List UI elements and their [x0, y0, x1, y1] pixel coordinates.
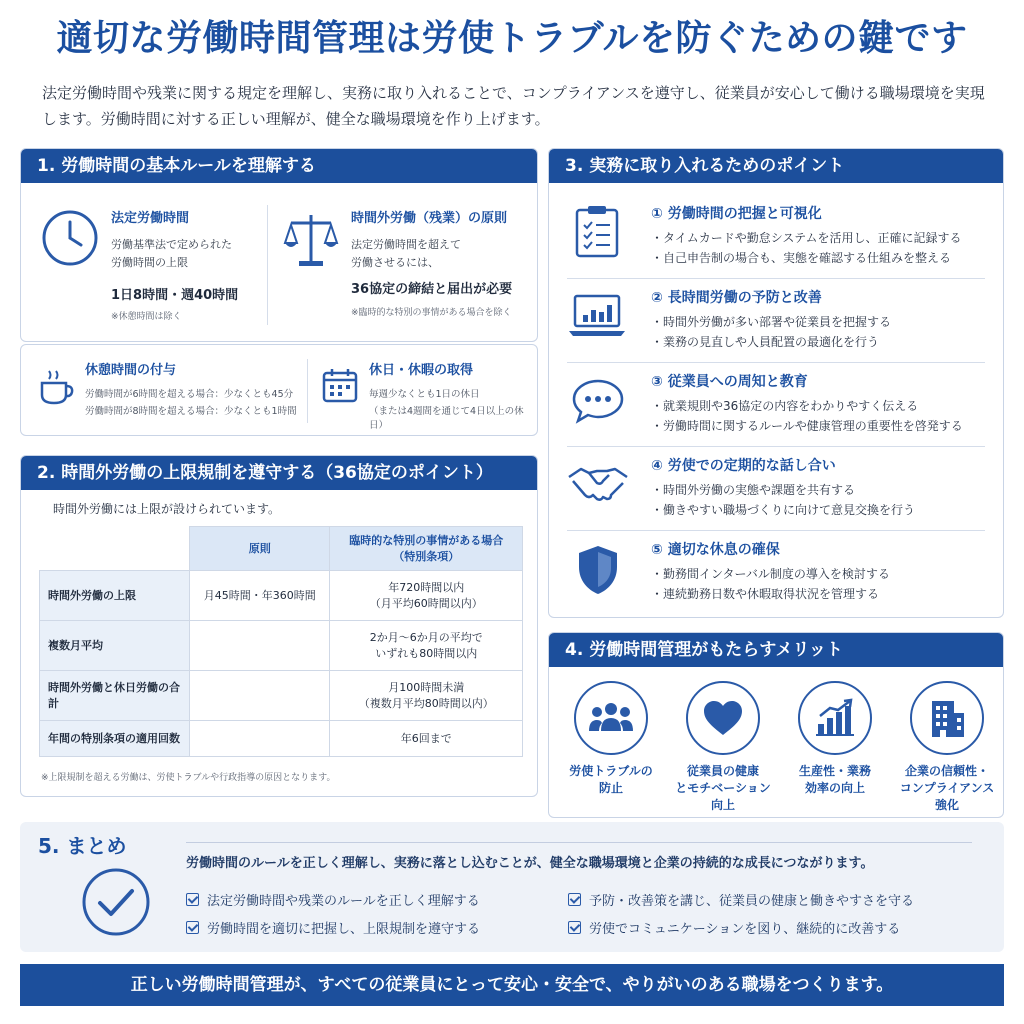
divider	[186, 842, 972, 843]
merit-label: コンプライアンス	[899, 781, 995, 795]
divider	[267, 205, 268, 325]
section-summary	[20, 822, 1004, 952]
check-label: 労働時間を適切に把握し、上限規制を遵守する	[207, 922, 481, 937]
clipboard-checklist-icon	[573, 203, 621, 263]
legal-hours-note: ※休憩時間は除く	[111, 312, 182, 322]
point-line: ・業務の見直しや人員配置の最適化を行う	[651, 335, 880, 349]
table-header-row	[40, 527, 523, 571]
calendar-icon	[321, 367, 359, 409]
people-group-icon	[574, 681, 648, 755]
table-row	[40, 721, 523, 757]
checkbox-icon	[186, 921, 199, 934]
clock-icon	[41, 209, 99, 271]
holidays-line-2: （または4週間を通じて4日以上の休日）	[369, 406, 524, 431]
check-label: 法定労働時間や残業のルールを正しく理解する	[207, 894, 480, 909]
list-item	[567, 279, 985, 363]
check-item	[186, 890, 480, 909]
legal-hours-desc-2: 労働時間の上限	[111, 256, 188, 269]
shield-icon	[575, 543, 621, 601]
merit-label: 向上	[710, 798, 735, 812]
breaks-line-1: 労働時間が6時間を超える場合：少なくとも45分	[85, 389, 294, 400]
point-title: ① 労働時間の把握と可視化	[651, 206, 822, 222]
point-line: ・時間外労働の実態や課題を共有する	[651, 483, 856, 497]
merit-label: 従業員の健康	[686, 764, 759, 778]
row-label: 複数月平均	[40, 621, 190, 671]
overtime-desc-1: 法定労働時間を超えて	[351, 238, 461, 251]
overtime-value: 36協定の締結と届出が必要	[351, 282, 513, 297]
checkbox-icon	[186, 893, 199, 906]
page-title: 適切な労働時間管理は労使トラブルを防ぐための鍵です	[56, 18, 968, 59]
holidays-line-1: 毎週少なくとも1日の休日	[369, 389, 480, 400]
list-item	[567, 531, 985, 615]
merit-label: 強化	[934, 798, 959, 812]
cell-principle: 月45時間・年360時間	[190, 571, 330, 621]
row-label: 年間の特別条項の適用回数	[40, 721, 190, 757]
table-corner	[40, 527, 190, 571]
limits-table	[39, 526, 523, 757]
cell-principle	[190, 721, 330, 757]
legal-hours-desc-1: 労働基準法で定められた	[111, 238, 232, 251]
check-item	[568, 890, 914, 909]
office-building-icon	[910, 681, 984, 755]
table-row	[40, 571, 523, 621]
cell-special: 2か月〜6か月の平均で いずれも80時間以内	[330, 621, 523, 671]
cell-special: 月100時間未満 （複数月平均80時間以内）	[330, 671, 523, 721]
heart-icon	[686, 681, 760, 755]
intro-text: 法定労働時間や残業に関する規定を理解し、実務に取り入れることで、コンプライアンスを遵守し、従業員が安心して働ける職場環境を実現します。労働時間に対する正しい理解が、健全な職場環境を作り上げます。	[42, 84, 985, 128]
merit-label: 企業の信頼性・	[904, 764, 989, 778]
list-item	[567, 363, 985, 447]
coffee-cup-icon	[39, 367, 75, 411]
section-practice-points	[548, 148, 1004, 618]
merit-label: 生産性・業務	[798, 764, 871, 778]
list-item	[567, 195, 985, 279]
laptop-chart-icon	[567, 293, 627, 343]
point-title: ④ 労使での定期的な話し合い	[651, 458, 836, 474]
cell-principle	[190, 621, 330, 671]
legal-hours-value: 1日8時間・週40時間	[111, 288, 239, 303]
merit-item	[895, 681, 999, 814]
section-merits	[548, 632, 1004, 818]
merit-label: 労使トラブルの	[569, 764, 653, 778]
bar-chart-growth-icon	[798, 681, 872, 755]
check-item	[186, 918, 480, 937]
overtime-note: ※臨時的な特別の事情がある場合を除く	[351, 308, 512, 318]
legal-hours-title: 法定労働時間	[111, 211, 190, 226]
point-line: ・タイムカードや勤怠システムを活用し、正確に記録する	[651, 231, 962, 245]
col-special-line-1: 臨時的な特別の事情がある場合	[349, 533, 504, 547]
table-row	[40, 671, 523, 721]
table-note: ※上限規制を超える労働は、労使トラブルや行政指導の原因となります。	[41, 773, 336, 783]
merit-item	[671, 681, 775, 814]
point-line: ・勤務間インターバル制度の導入を検討する	[651, 567, 890, 581]
breaks-title: 休憩時間の付与	[85, 363, 177, 378]
table-row	[40, 621, 523, 671]
section-heading: 3. 実務に取り入れるためのポイント	[549, 149, 1003, 183]
merit-label: 効率の向上	[804, 781, 865, 795]
merit-label: とモチベーション	[675, 781, 771, 795]
footer-banner: 正しい労働時間管理が、すべての従業員にとって安心・安全で、やりがいのある職場をつくります。	[20, 964, 1004, 1006]
col-special	[330, 527, 523, 571]
point-title: ③ 従業員への周知と教育	[651, 374, 808, 390]
holidays-title: 休日・休暇の取得	[369, 363, 474, 378]
section-heading: 1. 労働時間の基本ルールを理解する	[21, 149, 537, 183]
summary-lead: 労働時間のルールを正しく理解し、実務に落とし込むことが、健全な職場環境と企業の持続的な成長につながります。	[186, 856, 874, 871]
cell-special: 年6回まで	[330, 721, 523, 757]
check-label: 労使でコミュニケーションを図り、継続的に改善する	[589, 922, 901, 937]
list-item	[567, 447, 985, 531]
section-basic-rules	[20, 148, 538, 342]
row-label: 時間外労働と休日労働の合計	[40, 671, 190, 721]
point-line: ・就業規則や36協定の内容をわかりやすく伝える	[651, 399, 919, 413]
checkbox-icon	[568, 921, 581, 934]
check-item	[568, 918, 900, 937]
handshake-icon	[567, 463, 629, 511]
point-line: ・時間外労働が多い部署や従業員を把握する	[651, 315, 892, 329]
overtime-title: 時間外労働（残業）の原則	[351, 211, 508, 226]
row-label: 時間外労働の上限	[40, 571, 190, 621]
section-overtime-limits	[20, 455, 538, 797]
overtime-desc-2: 労働させるには、	[351, 256, 439, 269]
point-line: ・働きやすい職場づくりに向けて意見交換を行う	[651, 503, 916, 517]
point-line: ・連続勤務日数や休暇取得状況を管理する	[651, 587, 880, 601]
section-heading: 2. 時間外労働の上限規制を遵守する（36協定のポイント）	[21, 456, 537, 490]
col-special-line-2: （特別条項）	[393, 549, 460, 563]
section-lead: 時間外労働には上限が設けられています。	[53, 502, 281, 516]
speech-bubble-icon	[571, 377, 625, 429]
point-line: ・労働時間に関するルールや健康管理の重要性を啓発する	[651, 419, 963, 433]
cell-special: 年720時間以内 （月平均60時間以内）	[330, 571, 523, 621]
col-principle: 原則	[190, 527, 330, 571]
check-circle-icon	[80, 866, 152, 942]
point-title: ⑤ 適切な休息の確保	[651, 542, 780, 558]
breaks-line-2: 労働時間が8時間を超える場合：少なくとも1時間	[85, 406, 297, 417]
divider	[307, 359, 308, 423]
section-heading: 4. 労働時間管理がもたらすメリット	[549, 633, 1003, 667]
section-breaks-holidays	[20, 344, 538, 436]
point-line: ・自己申告制の場合も、実態を確認する仕組みを整える	[651, 251, 952, 265]
merit-label: 防止	[598, 781, 623, 795]
cell-principle	[190, 671, 330, 721]
section-heading: 5. まとめ	[38, 834, 127, 858]
merit-item	[783, 681, 887, 797]
merit-item	[559, 681, 663, 797]
check-label: 予防・改善策を講じ、従業員の健康と働きやすさを守る	[589, 894, 915, 909]
point-title: ② 長時間労働の予防と改善	[651, 290, 822, 306]
checkbox-icon	[568, 893, 581, 906]
scales-icon	[283, 209, 339, 273]
